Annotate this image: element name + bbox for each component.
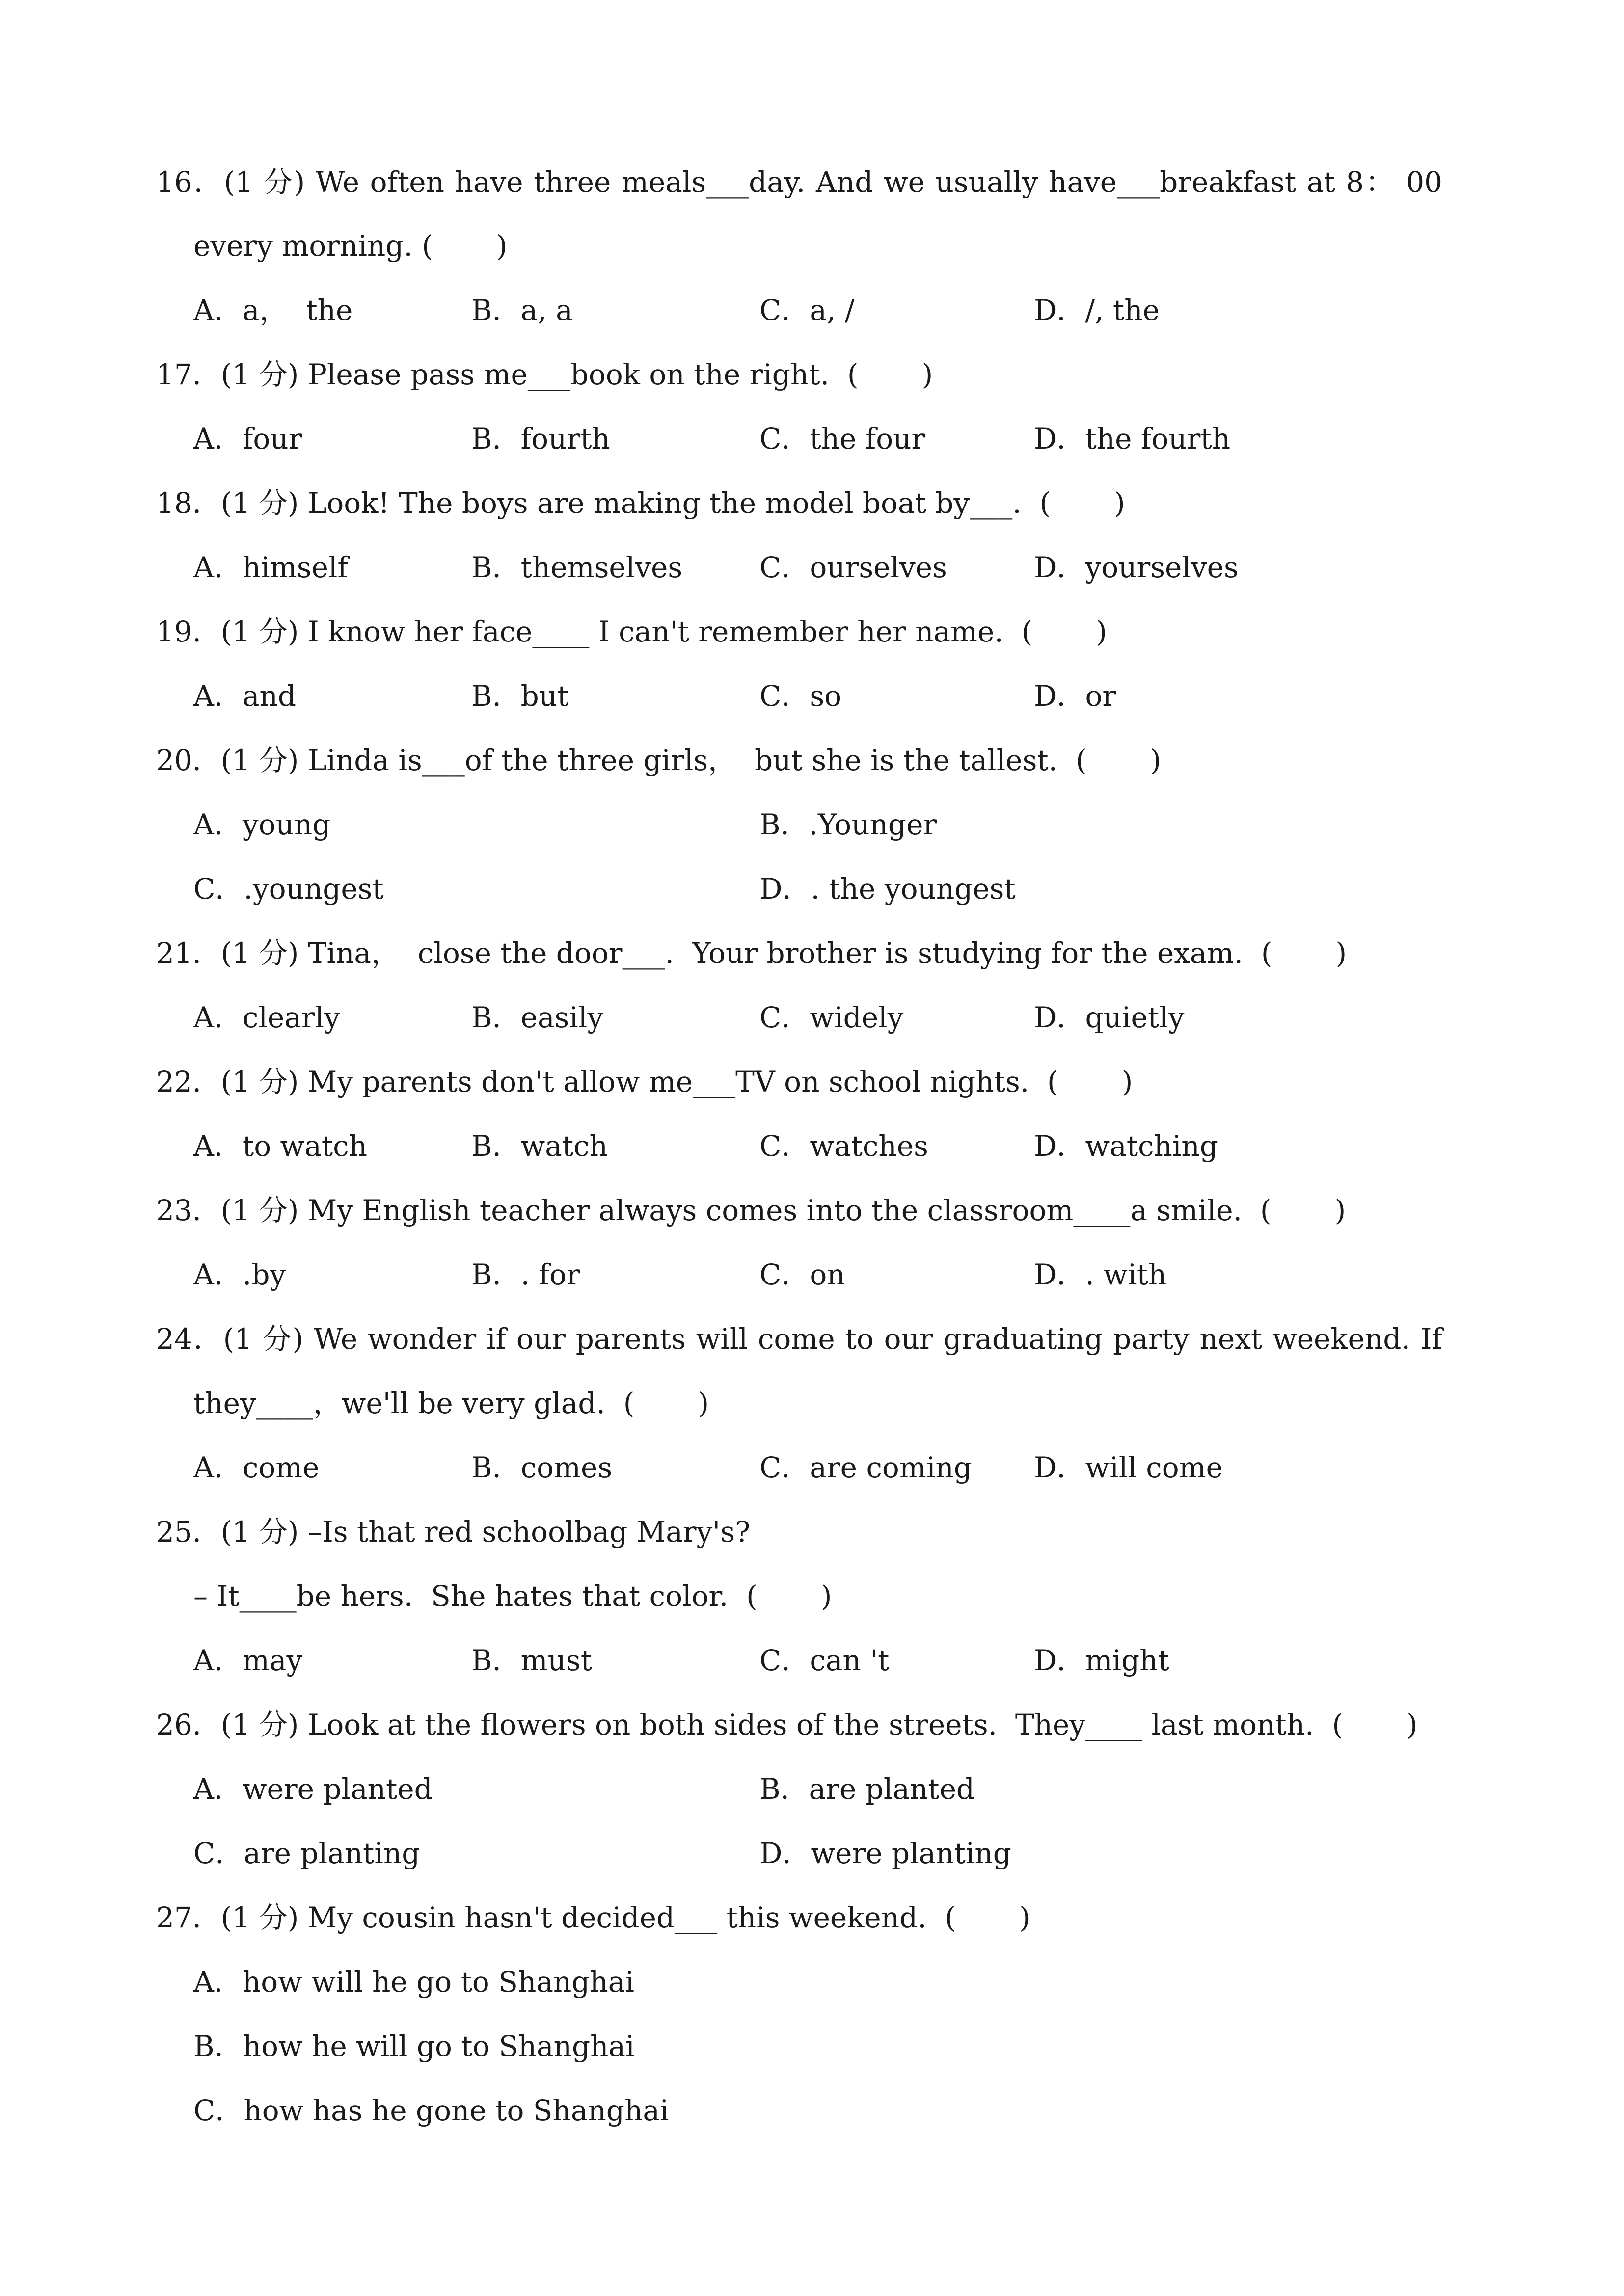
option-17-c: C．the four xyxy=(759,422,925,455)
option-19-d: D．or xyxy=(1034,679,1116,713)
question-16-line2: every morning. ( ) xyxy=(193,229,508,263)
option-21-d: D．quietly xyxy=(1034,1001,1185,1034)
option-25-a: A．may xyxy=(193,1644,303,1677)
question-26: 26．(1 分) Look at the flowers on both sides of the streets. They____ last month. ( ) xyxy=(156,1708,1418,1741)
option-20-c: C．.youngest xyxy=(193,872,384,906)
question-17: 17．(1 分) Please pass me___book on the right. ( ) xyxy=(156,358,933,391)
option-22-c: C．watches xyxy=(759,1129,928,1163)
option-16-a: A．a， the xyxy=(193,294,353,327)
option-22-b: B．watch xyxy=(471,1129,608,1163)
option-24-b: B．comes xyxy=(471,1451,613,1484)
question-27: 27．(1 分) My cousin hasn't decided___ this weekend. ( ) xyxy=(156,1901,1030,1934)
question-20: 20．(1 分) Linda is___of the three girls， but she is the tallest. ( ) xyxy=(156,744,1162,777)
question-22: 22．(1 分) My parents don't allow me___TV on school nights. ( ) xyxy=(156,1065,1133,1098)
question-23: 23．(1 分) My English teacher always comes into the classroom____a smile. ( ) xyxy=(156,1194,1346,1227)
option-25-c: C．can 't xyxy=(759,1644,890,1677)
option-20-b: B．.Younger xyxy=(759,808,937,841)
question-18: 18．(1 分) Look! The boys are making the model boat by___. ( ) xyxy=(156,486,1125,520)
option-16-b: B．a, a xyxy=(471,294,573,327)
option-17-b: B．fourth xyxy=(471,422,610,455)
option-23-a: A．.by xyxy=(193,1258,286,1291)
question-21: 21．(1 分) Tina， close the door___. Your brother is studying for the exam. ( ) xyxy=(156,936,1347,970)
option-21-b: B．easily xyxy=(471,1001,604,1034)
option-17-d: D．the fourth xyxy=(1034,422,1231,455)
option-27-b: B．how he will go to Shanghai xyxy=(193,2029,635,2063)
option-24-a: A．come xyxy=(193,1451,320,1484)
option-22-d: D．watching xyxy=(1034,1129,1218,1163)
option-22-a: A．to watch xyxy=(193,1129,367,1163)
option-26-b: B．are planted xyxy=(759,1772,975,1806)
question-25-line2: – It____be hers. She hates that color. ( ) xyxy=(193,1579,832,1613)
option-18-c: C．ourselves xyxy=(759,551,947,584)
question-24-line2: they____，we'll be very glad. ( ) xyxy=(193,1387,709,1420)
option-23-b: B．. for xyxy=(471,1258,580,1291)
question-19: 19．(1 分) I know her face____ I can't remember her name. ( ) xyxy=(156,615,1107,648)
question-25-line1: 25．(1 分) –Is that red schoolbag Mary's? xyxy=(156,1515,751,1548)
option-18-a: A．himself xyxy=(193,551,348,584)
option-17-a: A．four xyxy=(193,422,302,455)
option-16-d: D．/, the xyxy=(1034,294,1160,327)
option-19-c: C．so xyxy=(759,679,842,713)
option-25-d: D．might xyxy=(1034,1644,1169,1677)
option-24-c: C．are coming xyxy=(759,1451,972,1484)
option-26-d: D．were planting xyxy=(759,1837,1011,1870)
option-26-c: C．are planting xyxy=(193,1837,420,1870)
option-25-b: B．must xyxy=(471,1644,593,1677)
option-20-a: A．young xyxy=(193,808,331,841)
option-20-d: D．. the youngest xyxy=(759,872,1016,906)
option-26-a: A．were planted xyxy=(193,1772,433,1806)
option-23-c: C．on xyxy=(759,1258,845,1291)
option-16-c: C．a, / xyxy=(759,294,855,327)
question-16-line1: 16．(1 分) We often have three meals___day. And we usually have___breakfast at 8： 00 xyxy=(156,165,1442,199)
option-27-c: C．how has he gone to Shanghai xyxy=(193,2094,669,2127)
option-18-d: D．yourselves xyxy=(1034,551,1239,584)
option-24-d: D．will come xyxy=(1034,1451,1223,1484)
question-24-line1: 24．(1 分) We wonder if our parents will come to our graduating party next weekend. If xyxy=(156,1322,1442,1356)
option-19-b: B．but xyxy=(471,679,569,713)
option-18-b: B．themselves xyxy=(471,551,683,584)
option-21-a: A．clearly xyxy=(193,1001,340,1034)
option-27-a: A．how will he go to Shanghai xyxy=(193,1965,634,1999)
option-21-c: C．widely xyxy=(759,1001,904,1034)
option-19-a: A．and xyxy=(193,679,296,713)
option-23-d: D．. with xyxy=(1034,1258,1167,1291)
